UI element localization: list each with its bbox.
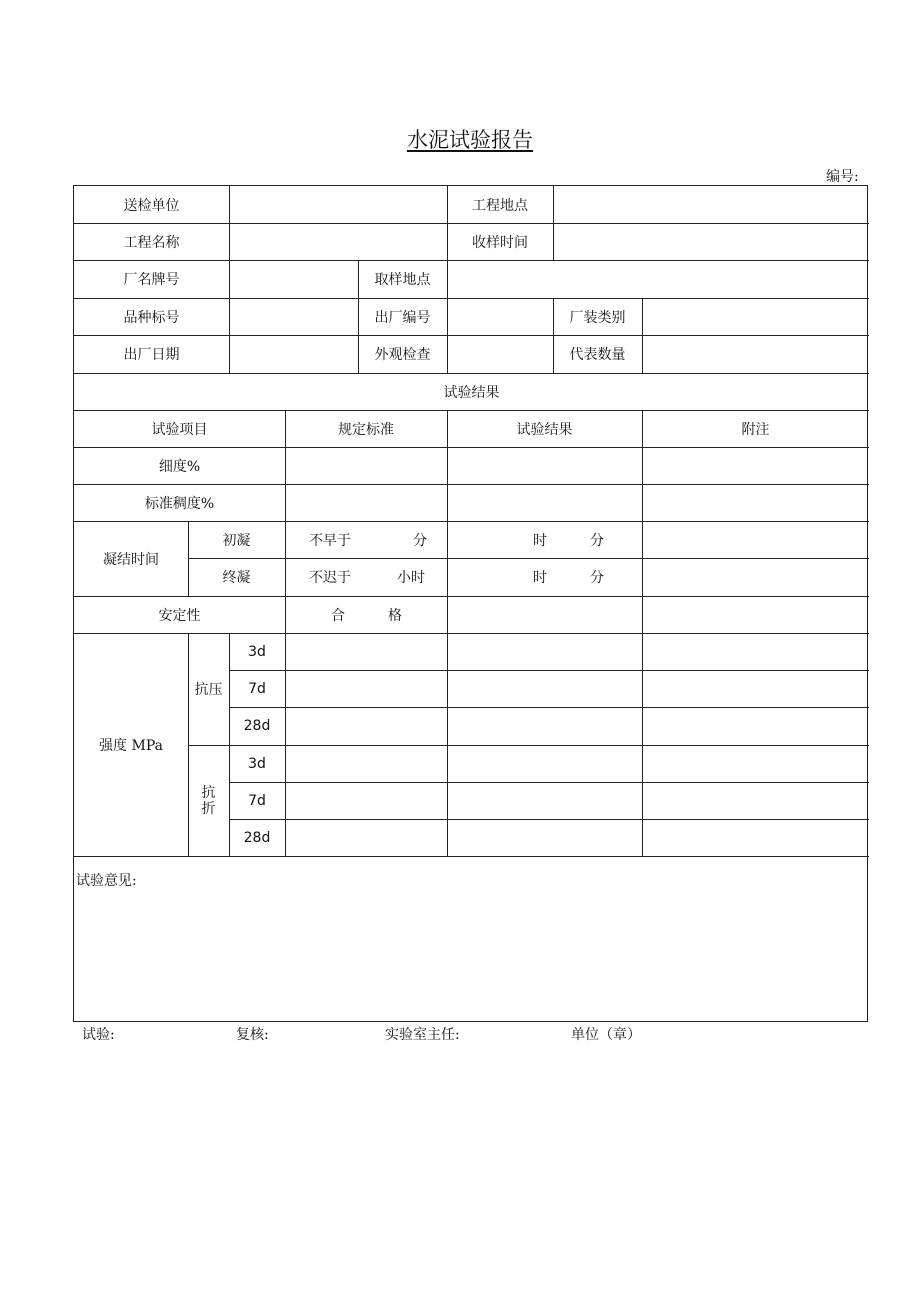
results-section-title: 试验结果: [443, 384, 500, 401]
flexural-char-2: 折: [201, 800, 216, 817]
unit-seal-label: 单位（章）: [571, 1027, 641, 1043]
col-divider: [642, 298, 643, 373]
flexural-age-3d: 3d: [248, 755, 266, 772]
setting-time-label: 凝结时间: [103, 551, 159, 568]
row-divider: [188, 558, 869, 559]
standard-consistency-label: 标准稠度%: [144, 495, 215, 512]
compressive-age-3d: 3d: [248, 643, 266, 660]
row-divider: [188, 745, 869, 746]
strength-label: 强度 MPa: [99, 737, 163, 754]
project-location-label: 工程地点: [472, 197, 528, 214]
header-test-item: 试验项目: [151, 421, 208, 438]
compressive-age-28d: 28d: [243, 718, 271, 734]
compressive-label: 抗压: [194, 682, 223, 698]
fineness-label: 细度%: [158, 458, 201, 475]
final-result-minute-unit: 分: [590, 570, 604, 586]
receive-time-label: 收样时间: [472, 234, 528, 251]
row-divider: [229, 782, 869, 783]
flexural-age-7d: 7d: [248, 792, 266, 809]
col-divider: [447, 410, 448, 856]
soundness-standard-char-2: 格: [388, 607, 402, 624]
row-divider: [229, 819, 869, 820]
row-divider: [74, 856, 869, 857]
row-divider: [229, 707, 869, 708]
initial-setting-label: 初凝: [222, 532, 251, 549]
flexural-age-28d: 28d: [243, 829, 271, 846]
header-standard: 规定标准: [338, 421, 394, 438]
factory-date-label: 出厂日期: [123, 347, 180, 363]
tester-signature-label: 试验:: [82, 1027, 115, 1043]
not-earlier-than-label: 不早于: [309, 532, 351, 549]
factory-number-label: 出厂编号: [374, 309, 431, 326]
soundness-label: 安定性: [158, 607, 201, 624]
compressive-age-7d: 7d: [248, 680, 266, 697]
header-test-result: 试验结果: [516, 421, 573, 438]
representative-quantity-label: 代表数量: [569, 347, 626, 363]
initial-result-hour-unit: 时: [533, 532, 547, 549]
col-divider: [553, 186, 554, 260]
sampling-location-label: 取样地点: [374, 272, 431, 288]
not-later-than-label: 不迟于: [309, 570, 351, 586]
standard-hour-unit: 小时: [397, 570, 425, 586]
brand-label: 厂名牌号: [123, 272, 180, 288]
serial-number-label: 编号:: [826, 169, 859, 185]
col-divider: [447, 260, 448, 373]
cement-test-report-table: [73, 185, 868, 1022]
initial-result-minute-unit: 分: [590, 532, 604, 549]
col-divider: [642, 410, 643, 856]
col-divider: [229, 186, 230, 373]
appearance-check-label: 外观检查: [374, 347, 431, 363]
flexural-char-1: 抗: [201, 784, 216, 801]
soundness-standard-char-1: 合: [331, 607, 345, 624]
page-title: 水泥试验报告: [407, 128, 533, 152]
test-opinion-label: 试验意见:: [76, 873, 137, 889]
reviewer-signature-label: 复核:: [236, 1027, 269, 1043]
col-divider: [285, 410, 286, 856]
submit-unit-label: 送检单位: [123, 197, 180, 214]
final-setting-label: 终凝: [222, 570, 251, 586]
header-remarks: 附注: [741, 421, 770, 438]
variety-grade-label: 品种标号: [123, 309, 180, 326]
lab-director-signature-label: 实验室主任:: [385, 1027, 460, 1043]
flexural-label: [188, 745, 229, 856]
project-name-label: 工程名称: [123, 234, 180, 251]
final-result-hour-unit: 时: [533, 570, 547, 586]
packing-type-label: 厂装类别: [569, 309, 626, 326]
row-divider: [229, 670, 869, 671]
standard-minute-unit: 分: [413, 532, 427, 549]
